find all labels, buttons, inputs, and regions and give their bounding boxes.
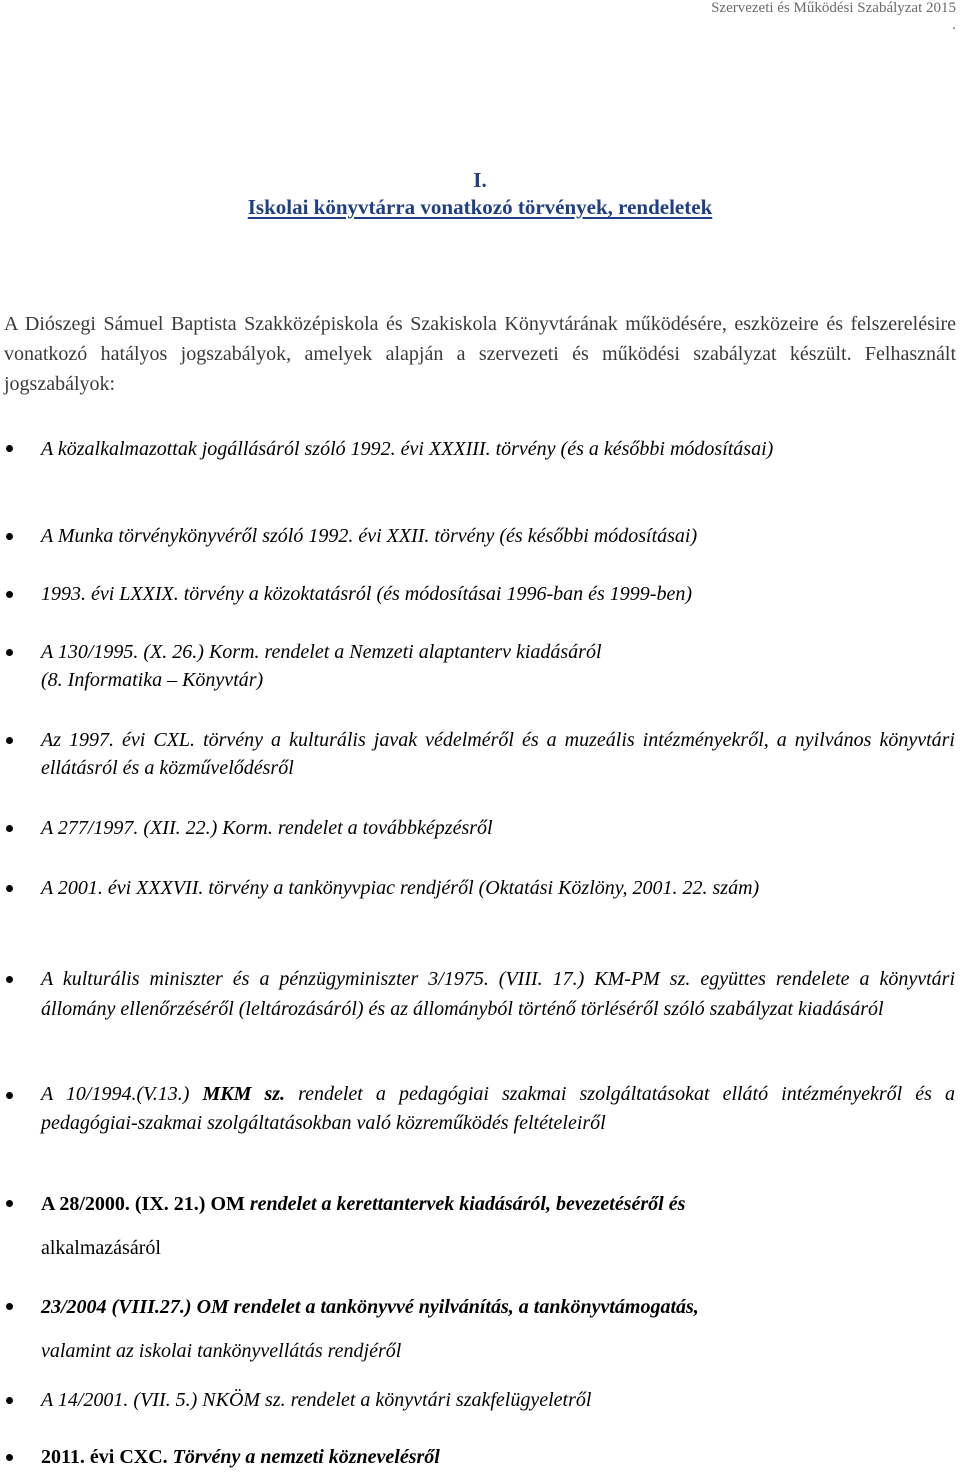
list-item-text: MKM sz.: [202, 1083, 286, 1105]
list-item: [41, 1443, 955, 1471]
bullet-icon: [6, 1454, 13, 1461]
list-item-text: A Munka törvénykönyvéről szóló 1992. évi XXII. törvény (és későbbi módosításai): [41, 525, 698, 547]
list-item: [41, 434, 955, 464]
list-item-text: A közalkalmazottak jogállásáról szóló 1992. évi XXXIII. törvény (és a későbbi módosításai): [41, 438, 774, 460]
bullet-icon: [6, 825, 13, 832]
bullet-icon: [6, 649, 13, 656]
bullet-icon: [6, 533, 13, 540]
list-item: [41, 638, 955, 694]
bullet-icon: [6, 976, 13, 983]
list-item: [41, 964, 955, 1024]
list-item-text: A 277/1997. (XII. 22.) Korm. rendelet a továbbképzésről: [41, 817, 493, 839]
header-title: Szervezeti és Működési Szabályzat 2015: [711, 0, 956, 16]
list-item-text: A 130/1995. (X. 26.) Korm. rendelet a Nemzeti alaptanterv kiadásáról: [41, 641, 602, 663]
list-item-text: 2011. évi CXC.: [41, 1446, 173, 1468]
list-item-text: – Könyvtár): [162, 669, 264, 691]
list-item-text: A 10/1994.(V.13.): [41, 1083, 203, 1105]
list-item: [41, 522, 955, 550]
list-item: [41, 1386, 955, 1414]
list-item-text: rendelet a pedagógiai szakmai szolgáltatásokat ellátó intézményekről és a pedagógiai-szakmai szolgáltatásokban való közreműködés feltételeiről: [41, 1083, 955, 1134]
bullet-icon: [6, 1092, 13, 1099]
chapter-number: I.: [473, 168, 487, 192]
bullet-icon: [6, 1397, 13, 1404]
list-item: [41, 726, 955, 782]
page-header: [711, 0, 956, 34]
list-item-text: A kulturális miniszter és a pénzügyminiszter 3/1975. (VIII. 17.) KM-PM sz. együttes rendelete a könyvtári állomány ellenőrzéséről (leltározásáról) és az állományból történő törléséről szóló szabályzat kiadásáról: [41, 968, 955, 1020]
list-item: [41, 872, 955, 904]
bullet-icon: [6, 445, 13, 452]
list-item: [41, 814, 955, 842]
list-item: [41, 1182, 955, 1270]
list-item-text: Az 1997. évi CXL. törvény a kulturális javak védelméről és a muzeális intézményekről, a nyilvános könyvtári ellátásról és a közművelődésről: [41, 729, 955, 779]
list-item-text: (8. Informatika: [41, 669, 163, 691]
list-item: [41, 1080, 955, 1138]
list-item-text: Törvény a nemzeti köznevelésről: [172, 1446, 440, 1468]
list-item-text: 23/2004 (VIII.27.): [41, 1296, 197, 1318]
list-item: [41, 580, 955, 608]
list-item-text: alkalmazásáról: [41, 1237, 161, 1259]
list-item-text: OM rendelet a tankönyvvé nyilvánítás, a tankönyvtámogatás,: [196, 1296, 699, 1318]
intro-paragraph: A Diószegi Sámuel Baptista Szakközépiskola és Szakiskola Könyvtárának működésére, eszközeire és felszerelésire vonatkozó hatályos jogszabályok, amelyek alapján a szervezeti és működési szabályzat készült. Felhasznált jogszabályok:: [4, 313, 956, 395]
chapter-title: Iskolai könyvtárra vonatkozó törvények, rendeletek: [247, 195, 713, 219]
list-item-text: 1993. évi LXXIX. törvény a közoktatásról (és módosításai 1996-ban és 1999-ben): [41, 583, 693, 605]
list-item-text: A 28/2000. (IX. 21.) OM: [41, 1193, 250, 1215]
bullet-icon: [6, 1303, 13, 1310]
list-item-text: rendelet a kerettantervek kiadásáról, bevezetéséről és: [249, 1193, 686, 1215]
list-item-text: A 2001. évi XXXVII. törvény a tankönyvpiac rendjéről (Oktatási Közlöny, 2001. 22. szám): [41, 877, 760, 899]
bullet-icon: [6, 885, 13, 892]
bullet-icon: [6, 1200, 13, 1207]
list-item-text: A 14/2001. (VII. 5.) NKÖM sz. rendelet a könyvtári szakfelügyeletről: [41, 1389, 592, 1411]
bullet-icon: [6, 737, 13, 744]
bullet-icon: [6, 591, 13, 598]
header-dot: .: [952, 17, 956, 33]
list-item-text: valamint az iskolai tankönyvellátás rendjéről: [41, 1340, 402, 1362]
list-item: [41, 1285, 955, 1373]
